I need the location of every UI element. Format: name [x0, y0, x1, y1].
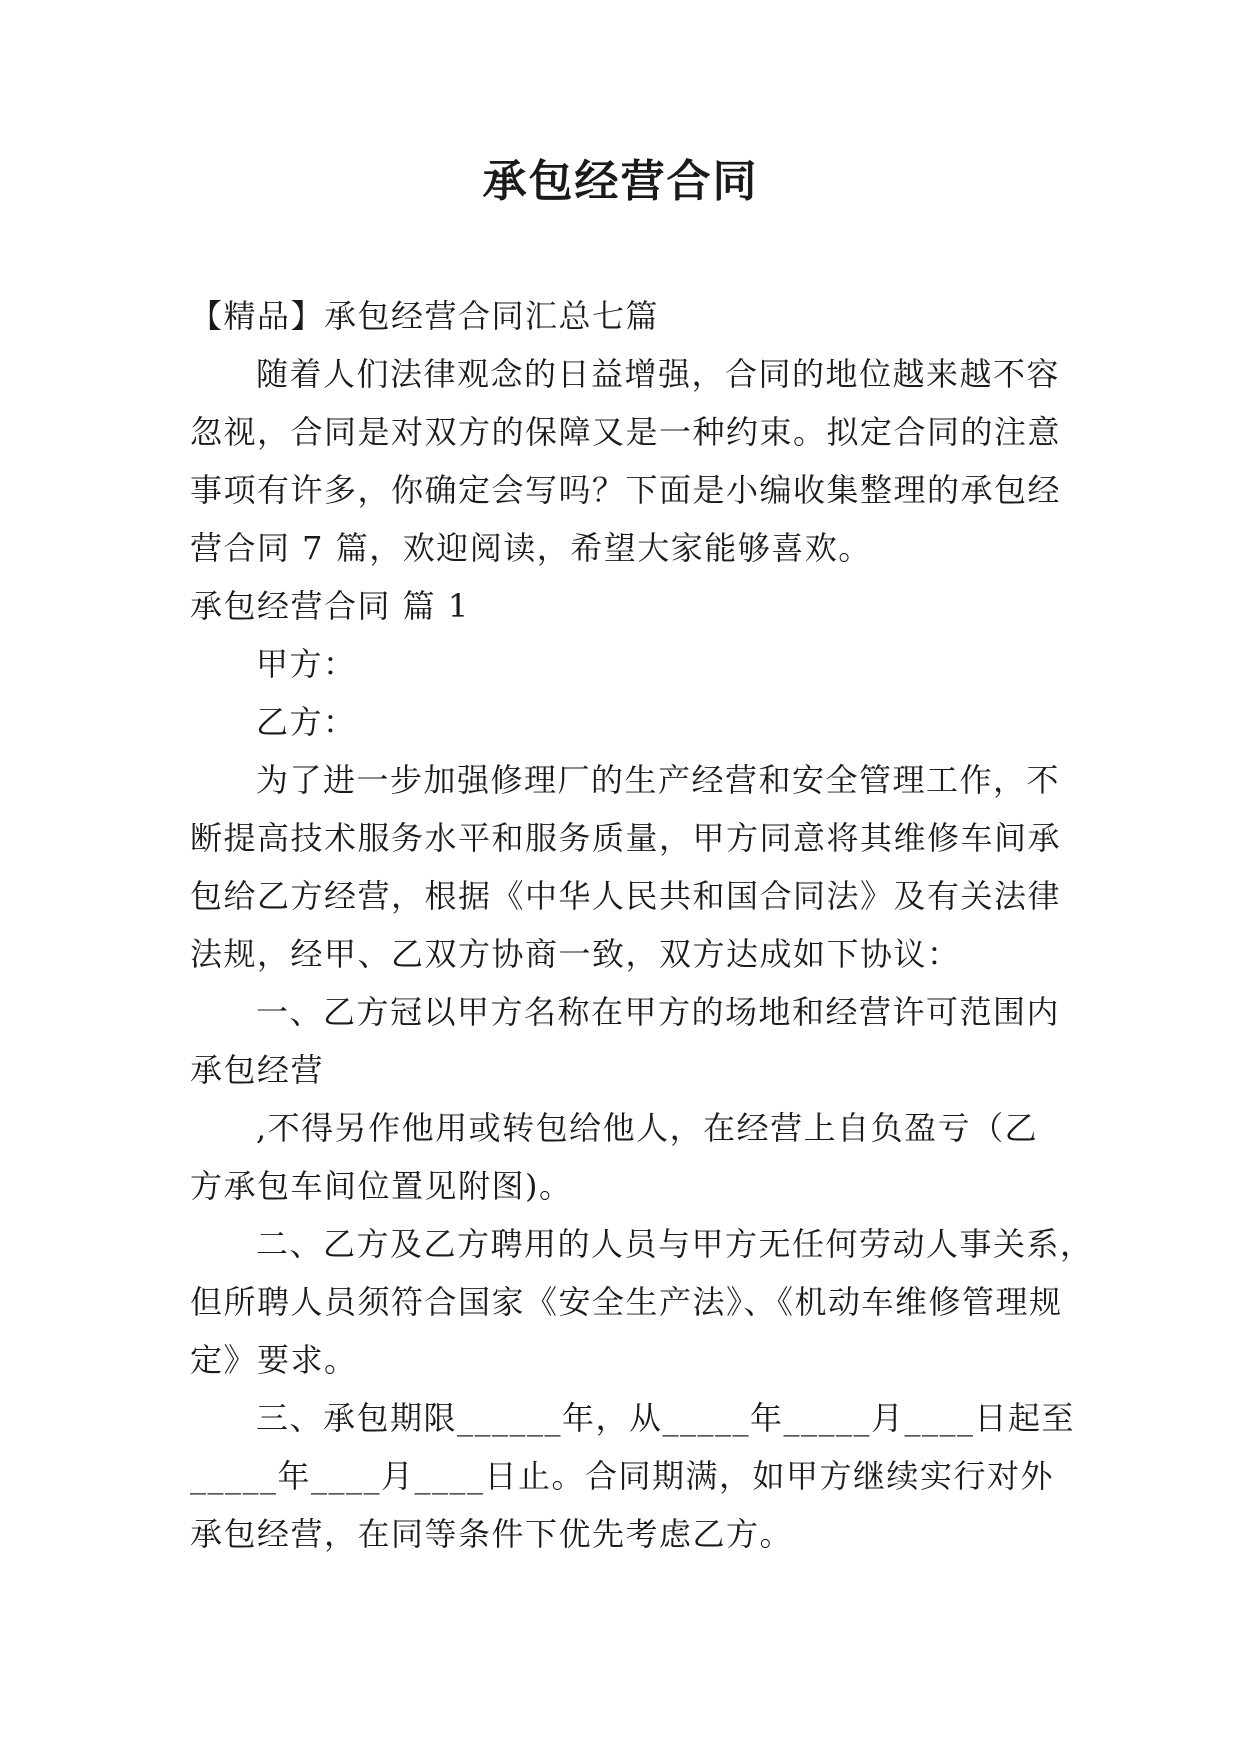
- clause-1-line-1: 一、乙方冠以甲方名称在甲方的场地和经营许可范围内: [256, 993, 1061, 1031]
- intro-line-2: 忽视，合同是对双方的保障又是一种约束。拟定合同的注意: [190, 413, 1062, 451]
- party-a: 甲方：: [256, 645, 357, 683]
- section-heading: 承包经营合同 篇 1: [190, 587, 470, 625]
- intro-line-4: 营合同 7 篇，欢迎阅读，希望大家能够喜欢。: [190, 529, 872, 567]
- preamble-line-4: 法规，经甲、乙双方协商一致，双方达成如下协议：: [190, 935, 961, 973]
- clause-3-line-2: _____年____月____日止。合同期满，如甲方继续实行对外: [190, 1457, 1055, 1495]
- clause-2-line-3: 定》要求。: [190, 1341, 358, 1379]
- clause-3-line-1: 三、承包期限______年，从_____年_____月____日起至: [256, 1399, 1076, 1437]
- document-title: 承包经营合同: [482, 156, 759, 207]
- clause-2-line-2: 但所聘人员须符合国家《安全生产法》、《机动车维修管理规: [190, 1283, 1063, 1321]
- clause-1-line-3: ,不得另作他用或转包给他人，在经营上自负盈亏（乙: [256, 1109, 1039, 1147]
- document-subtitle: 【精品】承包经营合同汇总七篇: [190, 297, 660, 335]
- document-body: [190, 287, 1094, 1563]
- party-b: 乙方：: [256, 703, 357, 741]
- preamble-line-3: 包给乙方经营，根据《中华人民共和国合同法》及有关法律: [190, 877, 1062, 915]
- clause-2-line-1: 二、乙方及乙方聘用的人员与甲方无任何劳动人事关系，: [256, 1225, 1094, 1263]
- clause-3-line-3: 承包经营，在同等条件下优先考虑乙方。: [190, 1515, 794, 1553]
- preamble-line-2: 断提高技术服务水平和服务质量，甲方同意将其维修车间承: [190, 819, 1062, 857]
- clause-1-line-4: 方承包车间位置见附图)。: [190, 1167, 573, 1205]
- intro-line-1: 随着人们法律观念的日益增强，合同的地位越来越不容: [256, 355, 1061, 393]
- clause-1-line-2: 承包经营: [190, 1051, 325, 1089]
- intro-line-3: 事项有许多，你确定会写吗？下面是小编收集整理的承包经: [190, 471, 1062, 509]
- preamble-line-1: 为了进一步加强修理厂的生产经营和安全管理工作，不: [256, 761, 1061, 799]
